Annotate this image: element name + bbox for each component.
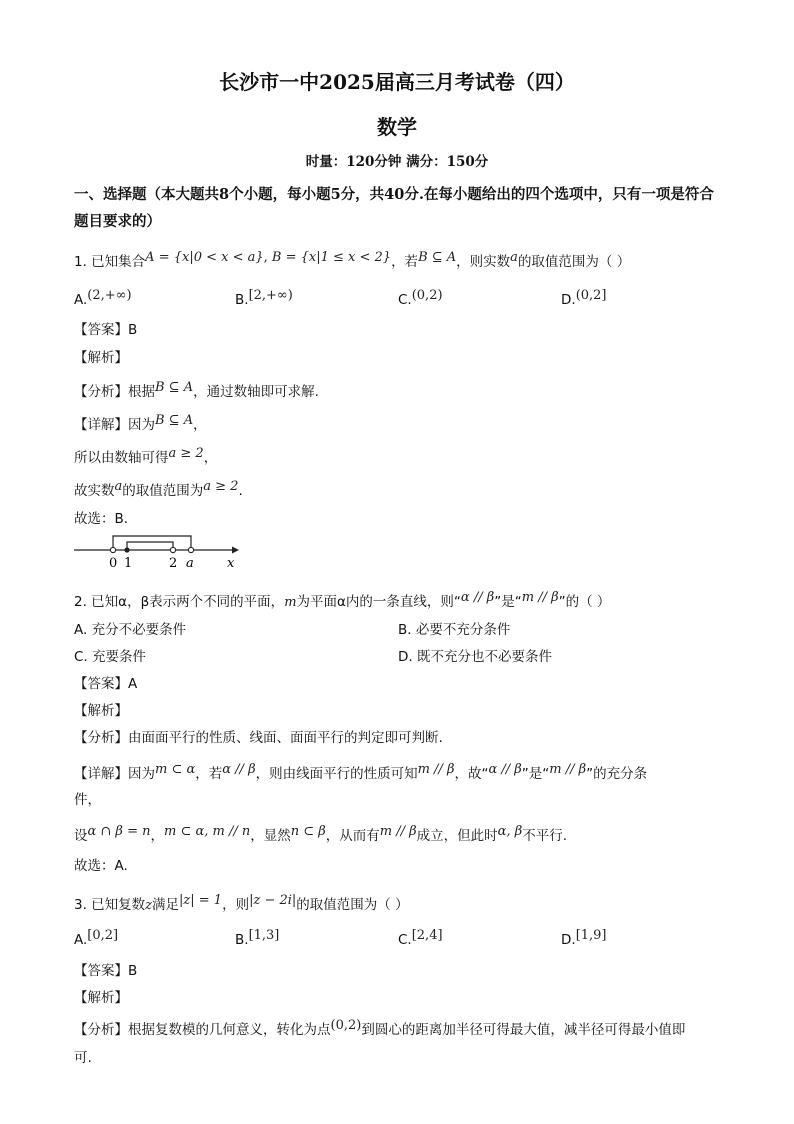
q3-option-a: A.[0,2] [74, 928, 119, 948]
set-b-bracket [127, 542, 173, 550]
q1-answer: 【答案】B [74, 322, 138, 338]
number-line-figure [72, 532, 242, 572]
exam-title: 长沙市一中2025届高三月考试卷（四） [219, 70, 575, 94]
tick-label-a: a [186, 556, 194, 571]
q2-option-b: B. 必要不充分条件 [398, 622, 511, 638]
exam-subject: 数学 [377, 115, 417, 139]
q2-option-c: C. 充要条件 [74, 649, 147, 665]
point-one-filled [124, 547, 129, 552]
q1-stem: 1. 已知集合A = {x|0 < x < a}, B = {x|1 ≤ x < 2}，若B ⊆ A，则实数a的取值范围为（ ） [74, 250, 631, 270]
q3-option-d: D.[1,9] [561, 928, 607, 948]
q1-detail-line2: 所以由数轴可得a ≥ 2， [74, 446, 218, 466]
point-zero-open [110, 547, 115, 552]
set-b-formula: B = {x|1 ≤ x < 2} [271, 250, 392, 265]
q1-choose: 故选：B. [74, 511, 129, 527]
set-a-bracket [113, 536, 191, 550]
axis-label-x: x [227, 556, 235, 571]
q2-analysis-label: 【解析】 [74, 703, 128, 719]
set-a-formula: A = {x|0 < x < a} [145, 250, 264, 265]
q2-detail-cont: 件， [74, 792, 101, 808]
q2-option-a: A. 充分不必要条件 [74, 622, 187, 638]
q1-fenxi: 【分析】根据B ⊆ A，通过数轴即可求解. [74, 380, 319, 400]
axis-arrow [232, 547, 239, 554]
q1-option-a: A.(2,+∞) [74, 288, 132, 308]
q1-detail: 【详解】因为B ⊆ A， [74, 413, 207, 433]
point-a-open [188, 547, 193, 552]
section-heading: 一、选择题（本大题共8个小题，每小题5分，共40分.在每小题给出的四个选项中，只有一项是符合题目要求的） [74, 186, 714, 230]
q1-analysis-label: 【解析】 [74, 350, 128, 366]
q1-option-c: C.(0,2) [398, 288, 443, 308]
q2-fenxi: 【分析】由面面平行的性质、线面、面面平行的判定即可判断. [74, 730, 443, 746]
point-two-open [170, 547, 175, 552]
q3-answer: 【答案】B [74, 963, 138, 979]
exam-time-info: 时量：120分钟 满分：150分 [305, 154, 489, 170]
subset-formula: B ⊆ A [418, 250, 457, 265]
q2-answer: 【答案】A [74, 676, 138, 692]
q2-detail: 【详解】因为m ⊂ α，若α // β，则由线面平行的性质可知m // β，故“α // β”是“m // β”的充分条 [74, 762, 648, 782]
q2-stem: 2. 已知α，β表示两个不同的平面，m为平面α内的一条直线，则“α // β”是“m // β”的（ ） [74, 590, 611, 610]
tick-label-1: 1 [124, 556, 133, 571]
q3-option-b: B.[1,3] [235, 928, 280, 948]
q3-fenxi: 【分析】根据复数模的几何意义，转化为点(0,2)到圆心的距离加半径可得最大值，减半径可得最小值即 [74, 1018, 686, 1038]
q3-option-c: C.[2,4] [398, 928, 443, 948]
q3-fenxi-cont: 可. [74, 1050, 92, 1066]
q1-detail-line3: 故实数a的取值范围为a ≥ 2. [74, 479, 243, 499]
tick-label-2: 2 [169, 556, 178, 571]
q1-option-b: B.[2,+∞) [235, 288, 293, 308]
q1-option-d: D.(0,2] [561, 288, 607, 308]
q2-option-d: D. 既不充分也不必要条件 [398, 649, 552, 665]
q3-analysis-label: 【解析】 [74, 990, 128, 1006]
q2-detail-line2: 设α ∩ β = n，m ⊂ α, m // n，显然n ⊂ β，从而有m // β成立，但此时α, β不平行. [74, 824, 568, 844]
q3-stem: 3. 已知复数z满足|z| = 1，则|z − 2i|的取值范围为（ ） [74, 893, 409, 913]
tick-label-0: 0 [109, 556, 118, 571]
q2-choose: 故选：A. [74, 858, 128, 874]
